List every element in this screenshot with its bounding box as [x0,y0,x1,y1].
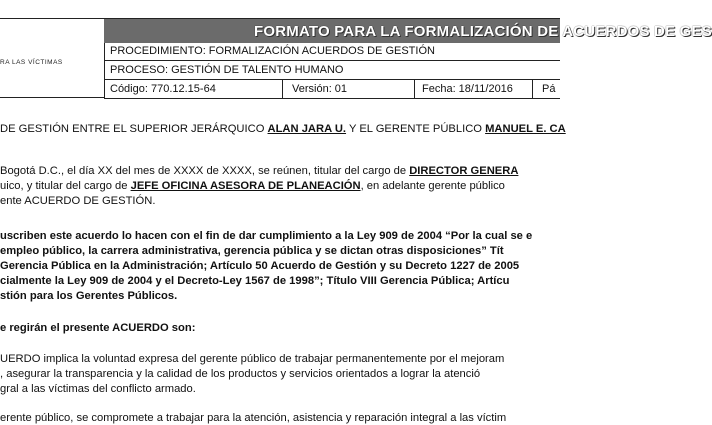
pagina-label: Pá [542,83,556,95]
paragraph-line [0,164,518,178]
section-heading: e regirán el presente ACUERDO son: [0,322,196,334]
paragraph-line [0,179,505,193]
paragraph-line: gral a las víctimas del conflicto armado. [0,383,196,395]
paragraph-text: , en adelante gerente público [360,180,505,192]
version-label: Versión: 01 [292,83,348,95]
paragraph-line: cialmente la Ley 909 de 2004 y el Decreto-Ley 1567 de 1998”; Título VIII Gerencia Pública; Artícu [0,275,510,287]
paragraph-line: UERDO implica la voluntad expresa del gerente público de trabajar permanentemente por el mejoram [0,353,505,365]
logo-cell [0,18,105,98]
metadata-row [104,80,560,99]
proceso-row [104,61,560,80]
agreement-heading [0,122,566,136]
procedimiento-row [104,42,560,61]
logo-text: RA LAS VÍCTIMAS [0,59,63,66]
paragraph-line: ente ACUERDO DE GESTIÓN. [0,195,156,207]
paragraph-line: empleo público, la carrera administrativa, gerencia pública y se dictan otras disposiciones” Tít [0,245,504,257]
title-bar [104,18,712,43]
divider [282,80,283,98]
manager-name: MANUEL E. CA [485,123,566,135]
paragraph-text: Bogotá D.C., el día XX del mes de XXXX de XXXX, se reúnen, titular del cargo de [0,165,410,177]
paragraph-line: Gerencia Pública en la Administración; Artículo 50 Acuerdo de Gestión y su Decreto 1227 de 2005 [0,260,520,272]
superior-role: DIRECTOR GENERA [409,165,519,177]
heading-text: DE GESTIÓN ENTRE EL SUPERIOR JERÁRQUICO [0,123,268,135]
divider [532,80,533,98]
fecha-label: Fecha: 18/11/2016 [422,83,513,95]
codigo-label: Código: 770.12.15-64 [110,83,216,95]
document-header [0,0,712,96]
manager-role: JEFE OFICINA ASESORA DE PLANEACIÓN [130,180,361,192]
heading-text: Y EL GERENTE PÚBLICO [346,123,486,135]
paragraph-line: uscriben este acuerdo lo hacen con el fin de dar cumplimiento a la Ley 909 de 2004 “Por la cual se e [0,230,533,242]
paragraph-line: stión para los Gerentes Públicos. [0,290,178,302]
divider [414,80,415,98]
proceso-label: PROCESO: GESTIÓN DE TALENTO HUMANO [110,64,344,76]
document-title: FORMATO PARA LA FORMALIZACIÓN DE ACUERDOS DE GES [254,23,712,40]
procedimiento-label: PROCEDIMIENTO: FORMALIZACIÓN ACUERDOS DE GESTIÓN [110,45,435,57]
superior-name: ALAN JARA U. [267,123,347,135]
paragraph-line: erente público, se compromete a trabajar para la atención, asistencia y reparación integral a las víctim [0,412,507,424]
paragraph-text: uico, y titular del cargo de [0,180,131,192]
paragraph-line: , asegurar la transparencia y la calidad de los productos y servicios orientados a lograr la atenció [0,368,481,380]
